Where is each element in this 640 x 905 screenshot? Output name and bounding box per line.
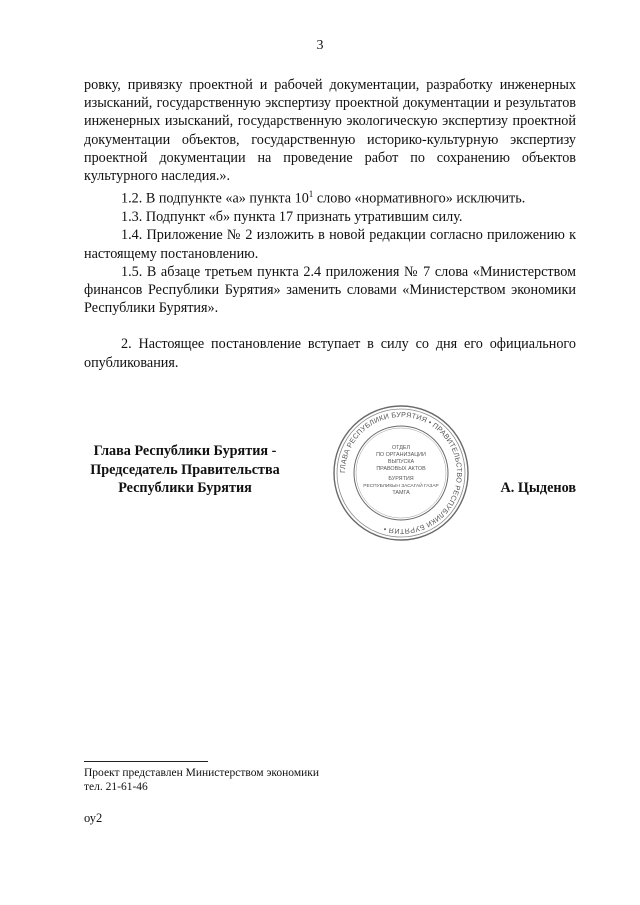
footnote-divider <box>84 761 208 762</box>
paragraph-1-2-text: 1.2. В подпункте «а» пункта 10 <box>121 190 309 207</box>
seal-center-line-5: БУРЯТИЯ <box>388 476 414 482</box>
seal-center-line-2: ПО ОРГАНИЗАЦИИ <box>376 452 426 458</box>
signatory-title-line-3: Республики Бурятия <box>118 480 252 496</box>
page-number: 3 <box>316 38 324 53</box>
official-seal-stamp <box>332 404 470 542</box>
signatory-title <box>60 442 310 498</box>
signatory-title-line-1: Глава Республики Бурятия - <box>93 443 277 459</box>
document-code: оу2 <box>84 811 103 825</box>
signatory-title-line-2: Председатель Правительства <box>90 461 280 478</box>
seal-center-line-6: РЕСПУБЛИКЫН ЗАСАГАЙ ГАЗАР <box>363 484 439 489</box>
footnote-line-1: Проект представлен Министерством экономики <box>84 767 320 779</box>
paragraph-1-4: 1.4. Приложение № 2 изложить в новой редакции согласно приложению к настоящему постановлению. <box>84 227 576 262</box>
seal-center-line-4: ПРАВОВЫХ АКТОВ <box>376 466 426 472</box>
footnote-line-2: тел. 21-61-46 <box>84 781 148 793</box>
paragraph-1-2-superscript: 1 <box>308 189 314 200</box>
seal-center-line-7: ТАМГА <box>392 490 410 496</box>
svg-text:ГЛАВА РЕСПУБЛИКИ БУРЯТИЯ • ПРА <box>338 410 464 536</box>
document-body <box>84 76 576 372</box>
seal-center-line-3: ВЫПУСКА <box>387 459 415 465</box>
footnote <box>84 766 319 794</box>
seal-ring-text: ГЛАВА РЕСПУБЛИКИ БУРЯТИЯ • ПРАВИТЕЛЬСТВО РЕСПУБЛИКИ БУРЯТИЯ • <box>337 409 465 537</box>
paragraph-1-2 <box>84 185 576 208</box>
paragraph-2: 2. Настоящее постановление вступает в силу со дня его официального опубликования. <box>84 336 576 371</box>
paragraph-1-5: 1.5. В абзаце третьем пункта 2.4 приложения № 7 слова «Министерством финансов Республики Бурятия» заменить словами «Министерством экономики Республики Бурятия». <box>84 263 576 317</box>
signatory-name: А. Цыденов <box>500 480 576 496</box>
seal-center-line-1: ОТДЕЛ <box>391 445 411 451</box>
paragraph-1-2-text-end: слово «нормативного» исключить. <box>313 190 526 207</box>
paragraph-continuation: ровку, привязку проектной и рабочей документации, разработку инженерных изысканий, государственную экспертизу проектной документации и результатов инженерных изысканий, государственную экологическую экспертизу проектной документации объектов, государственную историко-культурную экспертизу проектной документации на проведение работ по сохранению объектов культурного наследия.». <box>84 77 576 185</box>
paragraph-1-3: 1.3. Подпункт «б» пункта 17 признать утратившим силу. <box>121 209 463 226</box>
